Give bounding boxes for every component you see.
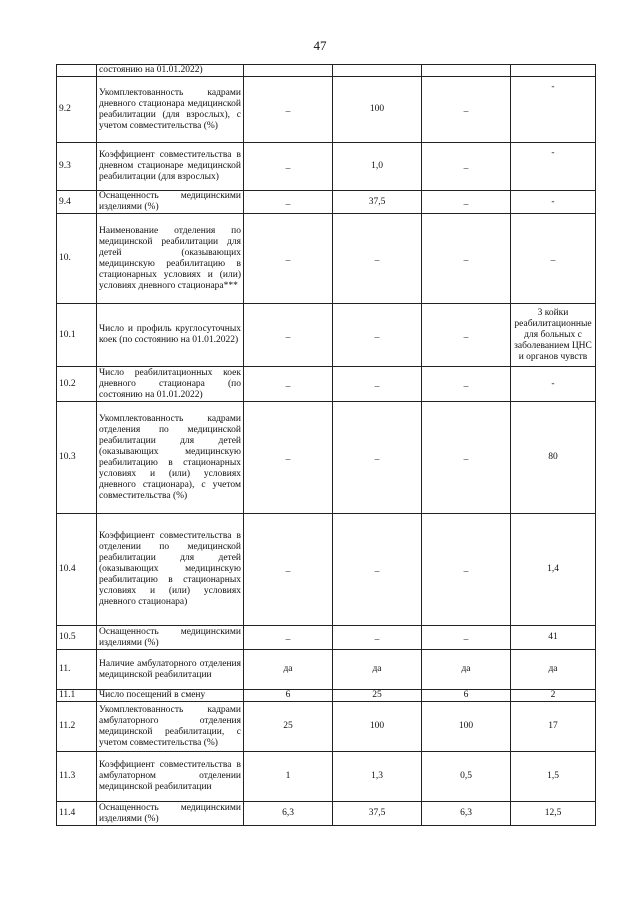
value-cell — [333, 65, 422, 77]
value-cell: 1 — [244, 752, 333, 802]
row-number: 9.4 — [57, 191, 97, 214]
value-cell: _ — [333, 367, 422, 402]
table-row — [57, 650, 596, 690]
row-number: 11.4 — [57, 802, 97, 826]
value-cell: _ — [244, 191, 333, 214]
value-cell: 37,5 — [333, 191, 422, 214]
table-row — [57, 802, 596, 826]
value-cell: _ — [244, 402, 333, 514]
value-cell: _ — [244, 367, 333, 402]
row-number: 11.2 — [57, 702, 97, 752]
row-name: Укомплектованность кадрами амбулаторного отделения медицинской реабилитации, с учетом совместительства (%) — [97, 702, 244, 752]
value-cell: _ — [244, 626, 333, 650]
value-cell — [511, 65, 596, 77]
value-cell: _ — [244, 514, 333, 626]
row-number: 9.3 — [57, 143, 97, 191]
value-cell: 3 койки реабилитационные для больных с заболеванием ЦНС и органов чувств — [511, 304, 596, 367]
value-cell: _ — [422, 514, 511, 626]
table-row — [57, 367, 596, 402]
value-cell: 100 — [422, 702, 511, 752]
value-cell: 0,5 — [422, 752, 511, 802]
value-cell: _ — [422, 191, 511, 214]
row-name: Оснащенность медицинскими изделиями (%) — [97, 191, 244, 214]
table-row — [57, 191, 596, 214]
value-cell: - — [511, 143, 596, 191]
row-name: Наименование отделения по медицинской реабилитации для детей (оказывающих медицинскую реабилитацию в стационарных условиях и (или) условиях дневного стационара*** — [97, 214, 244, 304]
table-row — [57, 65, 596, 77]
table-row — [57, 143, 596, 191]
row-name: Оснащенность медицинскими изделиями (%) — [97, 626, 244, 650]
value-cell: 100 — [333, 702, 422, 752]
indicators-table — [56, 64, 596, 826]
value-cell: да — [333, 650, 422, 690]
value-cell: 25 — [244, 702, 333, 752]
value-cell: _ — [244, 77, 333, 143]
value-cell: _ — [422, 77, 511, 143]
table-row — [57, 77, 596, 143]
row-name: Наличие амбулаторного отделения медицинской реабилитации — [97, 650, 244, 690]
table-row — [57, 304, 596, 367]
value-cell: 25 — [333, 690, 422, 702]
value-cell: _ — [511, 214, 596, 304]
value-cell: да — [422, 650, 511, 690]
page-number: 47 — [313, 38, 327, 53]
value-cell: _ — [333, 402, 422, 514]
row-number — [57, 65, 97, 77]
value-cell: _ — [422, 214, 511, 304]
value-cell: 6 — [244, 690, 333, 702]
value-cell: 6 — [422, 690, 511, 702]
row-name: Число посещений в смену — [97, 690, 244, 702]
row-number: 10.4 — [57, 514, 97, 626]
value-cell: 2 — [511, 690, 596, 702]
value-cell: - — [511, 77, 596, 143]
value-cell: _ — [333, 214, 422, 304]
value-cell: 1,5 — [511, 752, 596, 802]
value-cell: 1,0 — [333, 143, 422, 191]
row-number: 10.1 — [57, 304, 97, 367]
table-row — [57, 702, 596, 752]
row-name: Коэффициент совместительства в амбулаторном отделении медицинской реабилитации — [97, 752, 244, 802]
value-cell: 1,4 — [511, 514, 596, 626]
row-number: 10.3 — [57, 402, 97, 514]
value-cell — [422, 65, 511, 77]
table-row — [57, 626, 596, 650]
row-name: Коэффициент совместительства в отделении по медицинской реабилитации для детей (оказывающих медицинскую реабилитацию в стационарных условиях и (или) условиях дневного стационара) — [97, 514, 244, 626]
value-cell: _ — [244, 214, 333, 304]
row-number: 10.5 — [57, 626, 97, 650]
value-cell: 17 — [511, 702, 596, 752]
table-row — [57, 402, 596, 514]
value-cell: _ — [422, 626, 511, 650]
value-cell: _ — [333, 304, 422, 367]
value-cell: _ — [244, 143, 333, 191]
row-name: Укомплектованность кадрами отделения по медицинской реабилитации для детей (оказывающих медицинскую реабилитацию в стационарных условиях и (или) условиях дневного стационара), с учетом совместительства (%) — [97, 402, 244, 514]
value-cell: - — [511, 191, 596, 214]
table-row — [57, 514, 596, 626]
value-cell: 80 — [511, 402, 596, 514]
row-number: 10. — [57, 214, 97, 304]
table-row — [57, 752, 596, 802]
value-cell: да — [511, 650, 596, 690]
value-cell: _ — [422, 402, 511, 514]
value-cell: 100 — [333, 77, 422, 143]
row-number: 10.2 — [57, 367, 97, 402]
row-number: 11. — [57, 650, 97, 690]
value-cell: _ — [422, 143, 511, 191]
row-name: Коэффициент совместительства в дневном стационаре медицинской реабилитации (для взрослых) — [97, 143, 244, 191]
value-cell: - — [511, 367, 596, 402]
table-row — [57, 690, 596, 702]
value-cell: 37,5 — [333, 802, 422, 826]
value-cell: 1,3 — [333, 752, 422, 802]
value-cell: _ — [422, 367, 511, 402]
row-name: Оснащенность медицинскими изделиями (%) — [97, 802, 244, 826]
value-cell: _ — [333, 626, 422, 650]
value-cell — [244, 65, 333, 77]
value-cell: _ — [422, 304, 511, 367]
row-number: 11.1 — [57, 690, 97, 702]
value-cell: да — [244, 650, 333, 690]
row-name: Укомплектованность кадрами дневного стационара медицинской реабилитации (для взрослых), с учетом совместительства (%) — [97, 77, 244, 143]
value-cell: _ — [244, 304, 333, 367]
value-cell: 41 — [511, 626, 596, 650]
row-name: состоянию на 01.01.2022) — [97, 65, 244, 77]
value-cell: 6,3 — [422, 802, 511, 826]
value-cell: _ — [333, 514, 422, 626]
value-cell: 6,3 — [244, 802, 333, 826]
row-name: Число и профиль круглосуточных коек (по состоянию на 01.01.2022) — [97, 304, 244, 367]
row-number: 11.3 — [57, 752, 97, 802]
row-name: Число реабилитационных коек дневного стационара (по состоянию на 01.01.2022) — [97, 367, 244, 402]
value-cell: 12,5 — [511, 802, 596, 826]
table-row — [57, 214, 596, 304]
row-number: 9.2 — [57, 77, 97, 143]
